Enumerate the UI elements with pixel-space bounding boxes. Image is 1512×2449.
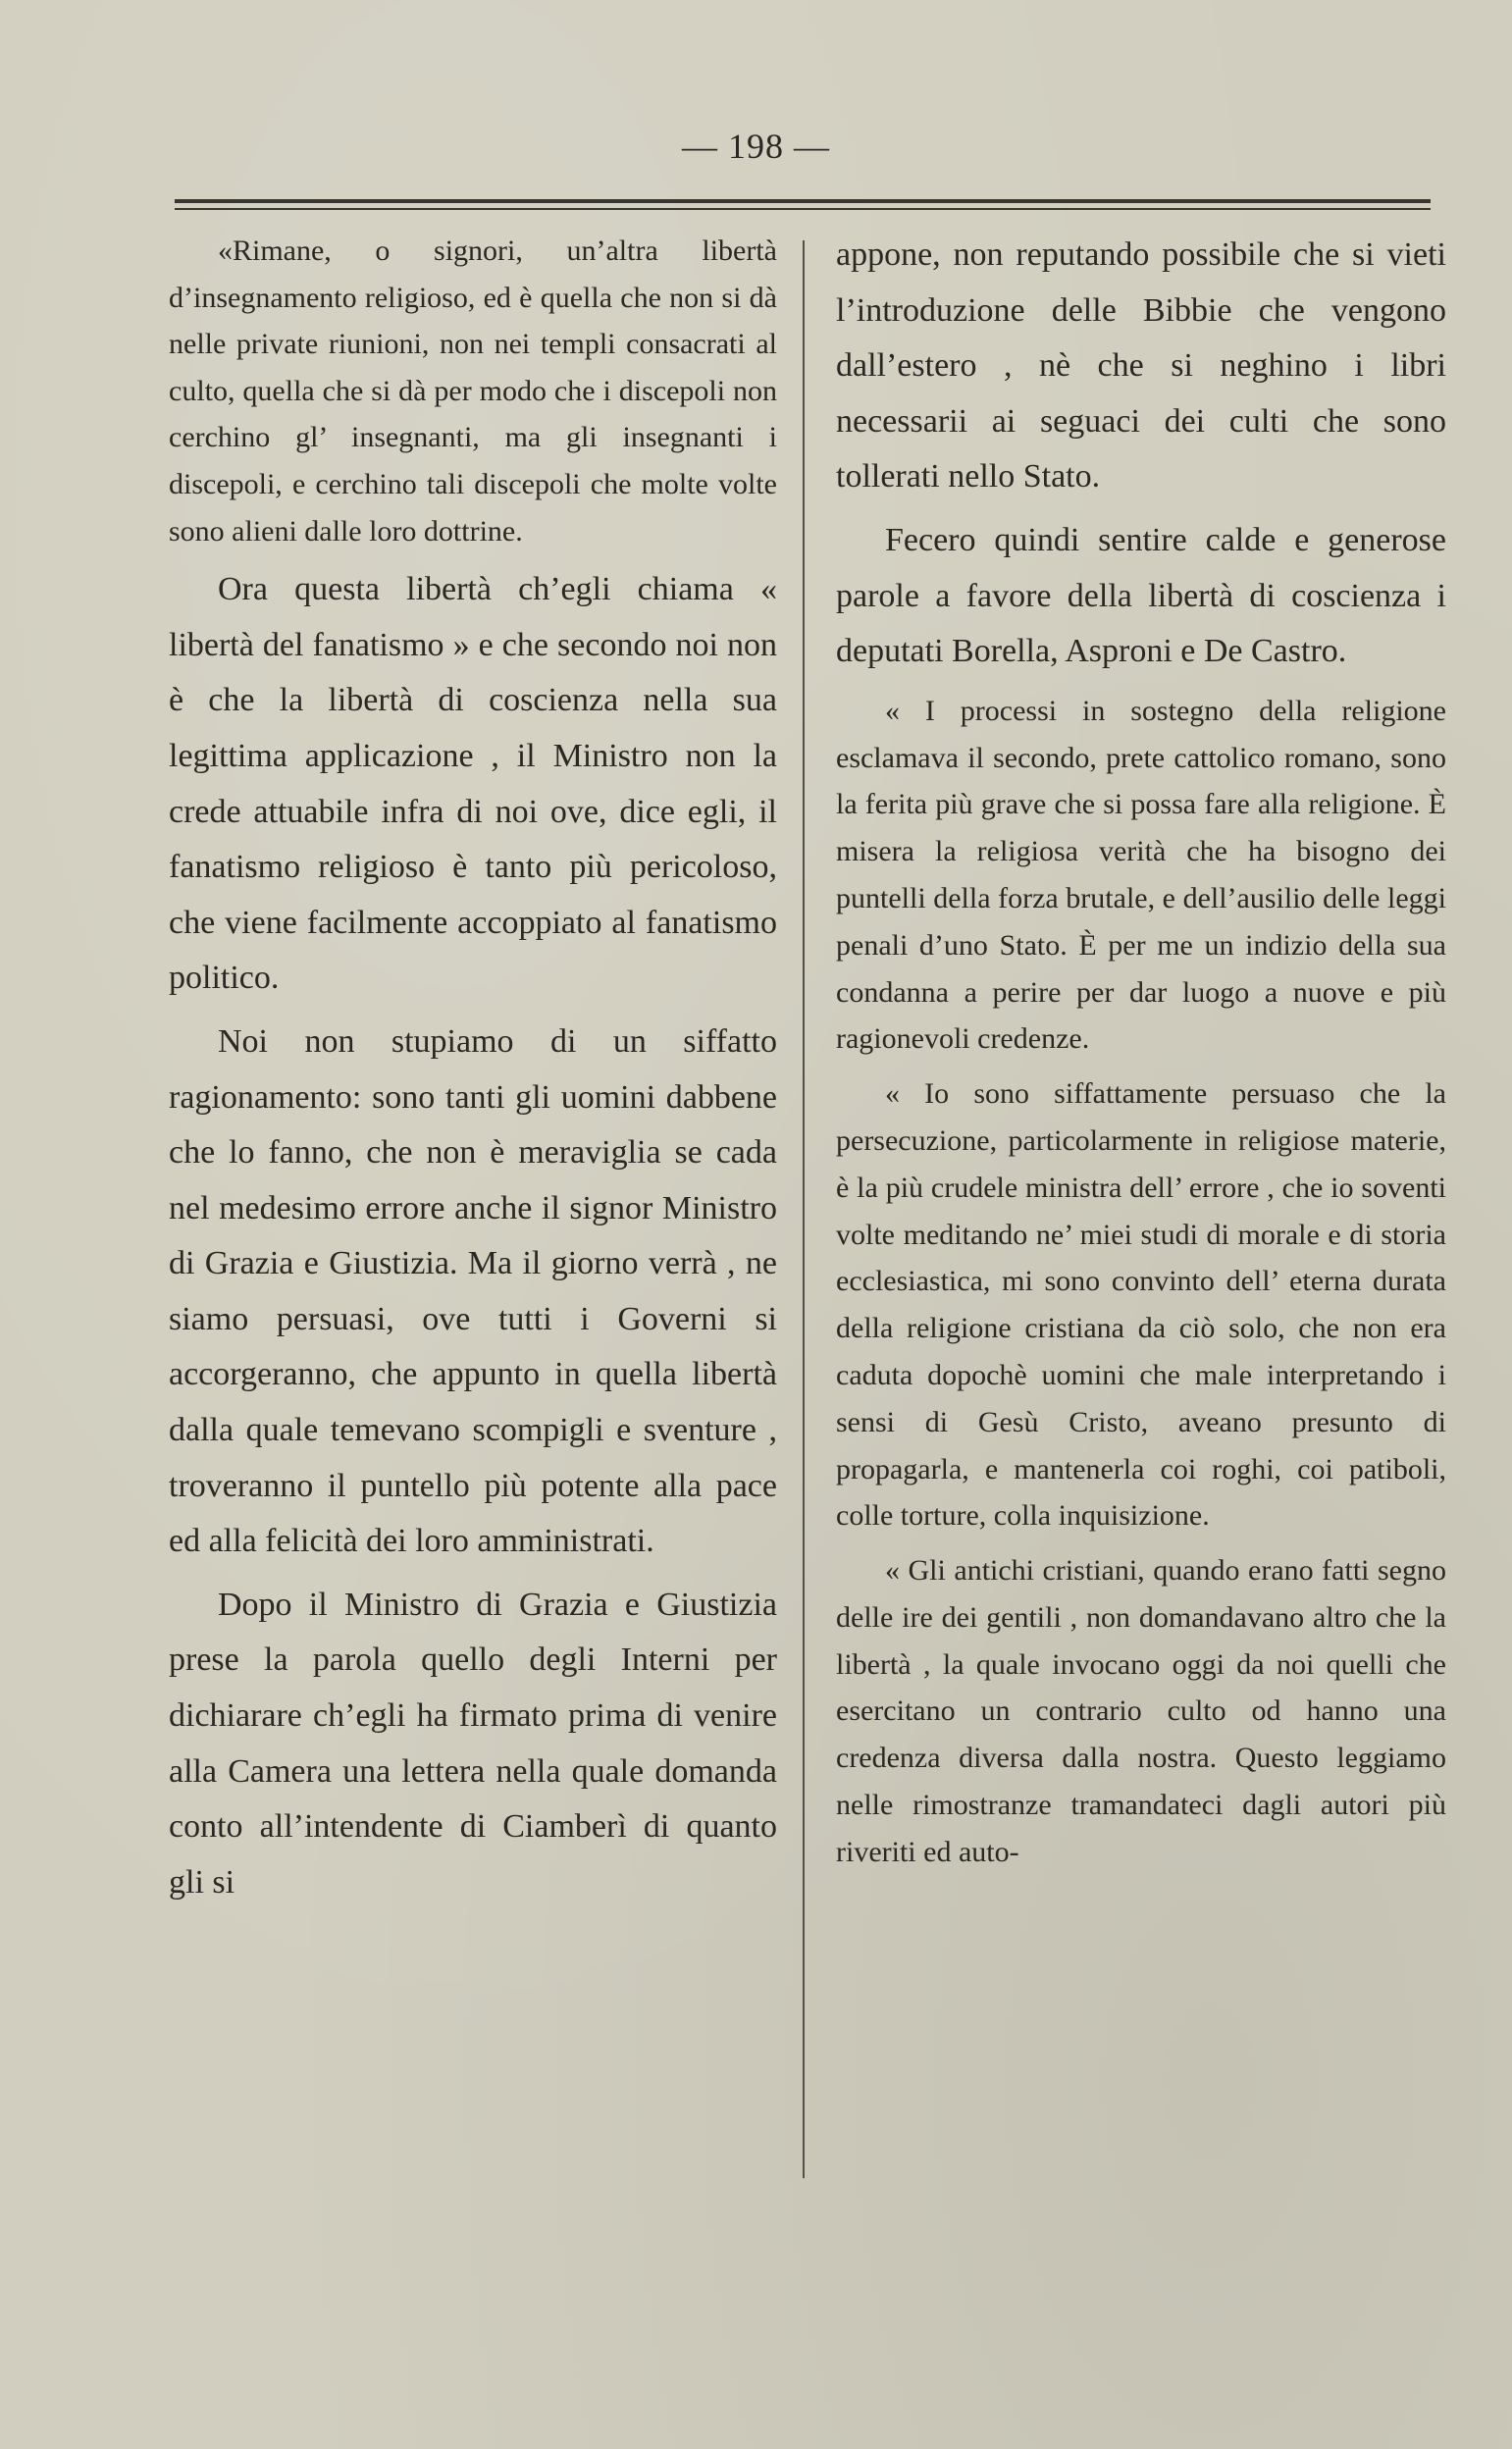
- header-rule-thin: [175, 208, 1431, 210]
- left-column: [169, 228, 777, 1918]
- paragraph-rimane: «Rimane, o signori, un’altra libertà d’insegnamento religioso, ed è quella che non si dà nelle private riunioni, non nei templi consacrati al culto, quella che si dà per modo che i discepoli non cerchino gl’ insegnanti, ma gli insegnanti i discepoli, e cerchino tali discepoli che molte volte sono alieni dalle loro dottrine.: [169, 234, 777, 547]
- paragraph-dopo-il-ministro: Dopo il Ministro di Grazia e Giustizia prese la parola quello degli Interni per dichiarare ch’egli ha firmato prima di venire alla Camera una lettera nella quale domanda conto all’intendente di Ciamberì di quanto gli si: [169, 1586, 777, 1901]
- page-number: — 198 —: [682, 127, 830, 166]
- paragraph-io-sono: « Io sono siffattamente persuaso che la persecuzione, particolarmente in religiose materie, è la più crudele ministra dell’ errore , che io soventi volte meditando ne’ miei studi di morale e di storia ecclesiastica, mi sono convinto dell’ eterna durata della religione cristiana da ciò solo, che non era caduta dopochè uomini che male interpretando i sensi di Gesù Cristo, aveano presunto di propagarla, e mantenerla coi roghi, coi patiboli, colle torture, colla inquisizione.: [836, 1077, 1446, 1533]
- paragraph-gli-antichi: « Gli antichi cristiani, quando erano fatti segno delle ire dei gentili , non domandavano altro che la libertà , la quale invocano oggi da noi quelli che esercitano un contrario culto od hanno una credenza diversa dalla nostra. Questo leggiamo nelle rimostranze tramandateci dagli autori più riveriti ed auto-: [836, 1554, 1446, 1868]
- paragraph-ora-questa: Ora questa libertà ch’egli chiama « libertà del fanatismo » e che secondo noi non è che la libertà di coscienza nella sua legittima applicazione , il Ministro non la crede attuabile infra di noi ove, dice egli, il fanatismo religioso è tanto più pericoloso, che viene facilmente accoppiato al fanatismo politico.: [169, 571, 777, 997]
- header-rule-thick: [175, 199, 1431, 203]
- paragraph-appone: appone, non reputando possibile che si vieti l’introduzione delle Bibbie che vengono dall’estero , nè che si neghino i libri necessarii ai seguaci dei culti che sono tollerati nello Stato.: [836, 236, 1446, 495]
- column-divider: [803, 240, 805, 2178]
- paragraph-i-processi: « I processi in sostegno della religione esclamava il secondo, prete cattolico romano, sono la ferita più grave che si possa fare alla religione. È misera la religiosa verità che ha bisogno dei puntelli della forza brutale, e dell’ausilio delle leggi penali d’uno Stato. È per me un indizio della sua condanna a perire per dar luogo a nuove e più ragionevoli credenze.: [836, 694, 1446, 1056]
- right-column: [836, 228, 1446, 1884]
- paragraph-fecero-quindi: Fecero quindi sentire calde e generose parole a favore della libertà di coscienza i deputati Borella, Asproni e De Castro.: [836, 521, 1446, 670]
- paragraph-noi-non-stupiamo: Noi non stupiamo di un siffatto ragionamento: sono tanti gli uomini dabbene che lo fanno, che non è meraviglia se cada nel medesimo errore anche il signor Ministro di Grazia e Giustizia. Ma il giorno verrà , ne siamo persuasi, ove tutti i Governi si accorgeranno, che appunto in quella libertà dalla quale temevano scompigli e sventure , troveranno il puntello più potente alla pace ed alla felicità dei loro amministrati.: [169, 1022, 777, 1560]
